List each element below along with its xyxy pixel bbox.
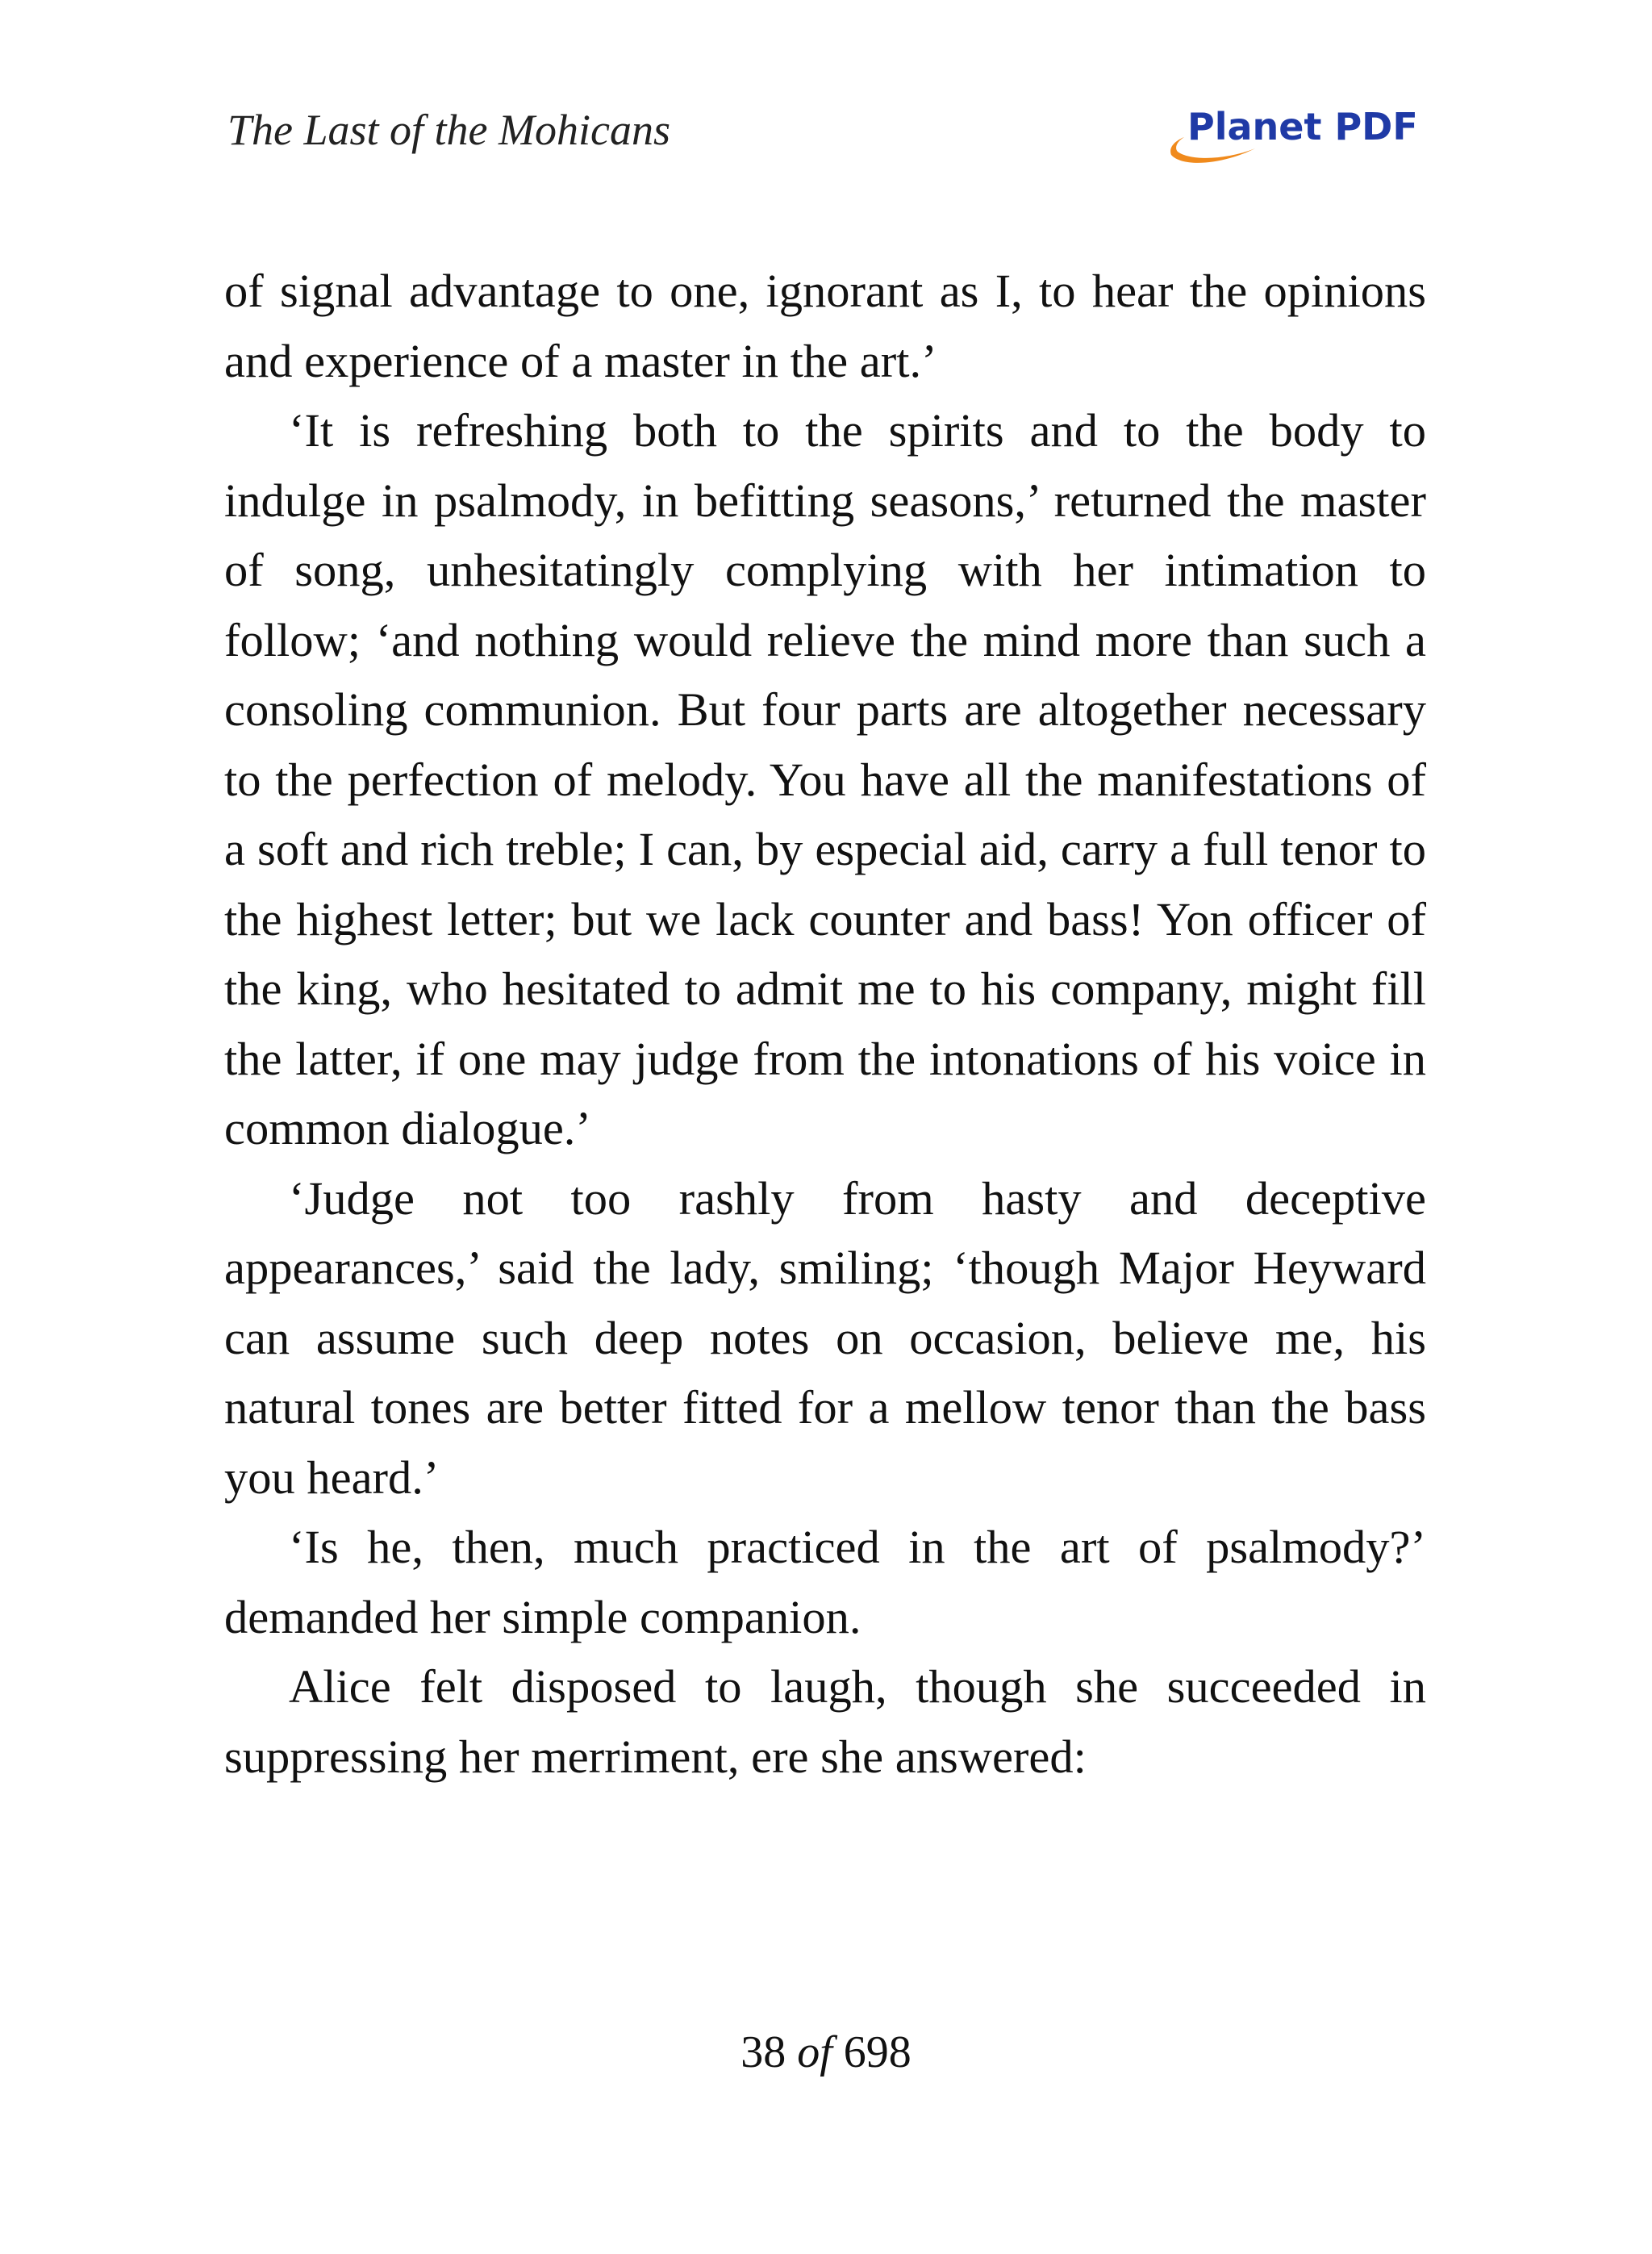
logo-text: Planet PDF xyxy=(1187,105,1418,148)
page-of-label: of xyxy=(797,2027,832,2077)
page-body xyxy=(224,257,1426,1792)
page-footer xyxy=(0,2027,1652,2078)
planet-pdf-logo xyxy=(1166,103,1425,168)
page-number: 38 xyxy=(740,2027,786,2077)
total-pages: 698 xyxy=(843,2027,912,2077)
paragraph: ‘Is he, then, much practiced in the art of psalmody?’ demanded her simple companion. xyxy=(224,1521,1426,1643)
paragraph: of signal advantage to one, ignorant as I, to hear the opinions and experience of a master in the art.’ xyxy=(224,265,1426,387)
paragraph: ‘Judge not too rashly from hasty and deceptive appearances,’ said the lady, smiling; ‘though Major Heyward can assume such deep notes on occasion, believe me, his natural tones are better fitted for a mellow tenor than the bass you heard.’ xyxy=(224,1171,1426,1504)
paragraph: Alice felt disposed to laugh, though she succeeded in suppressing her merriment, ere she answered: xyxy=(224,1660,1426,1783)
book-title: The Last of the Mohicans xyxy=(227,106,670,154)
page-header xyxy=(0,0,1652,194)
paragraph: ‘It is refreshing both to the spirits and to the body to indulge in psalmody, in befitting seasons,’ returned the master of song, unhesitatingly complying with her intimation to follow; ‘and nothing would relieve the mind more than such a consoling communion. But four parts are altogether necessary to the perfection of melody. You have all the manifestations of a soft and rich treble; I can, by especial aid, carry a full tenor to the highest letter; but we lack counter and bass! Yon officer of the king, who hesitated to admit me to his company, might fill the latter, if one may judge from the intonations of his voice in common dialogue.’ xyxy=(224,404,1426,1154)
